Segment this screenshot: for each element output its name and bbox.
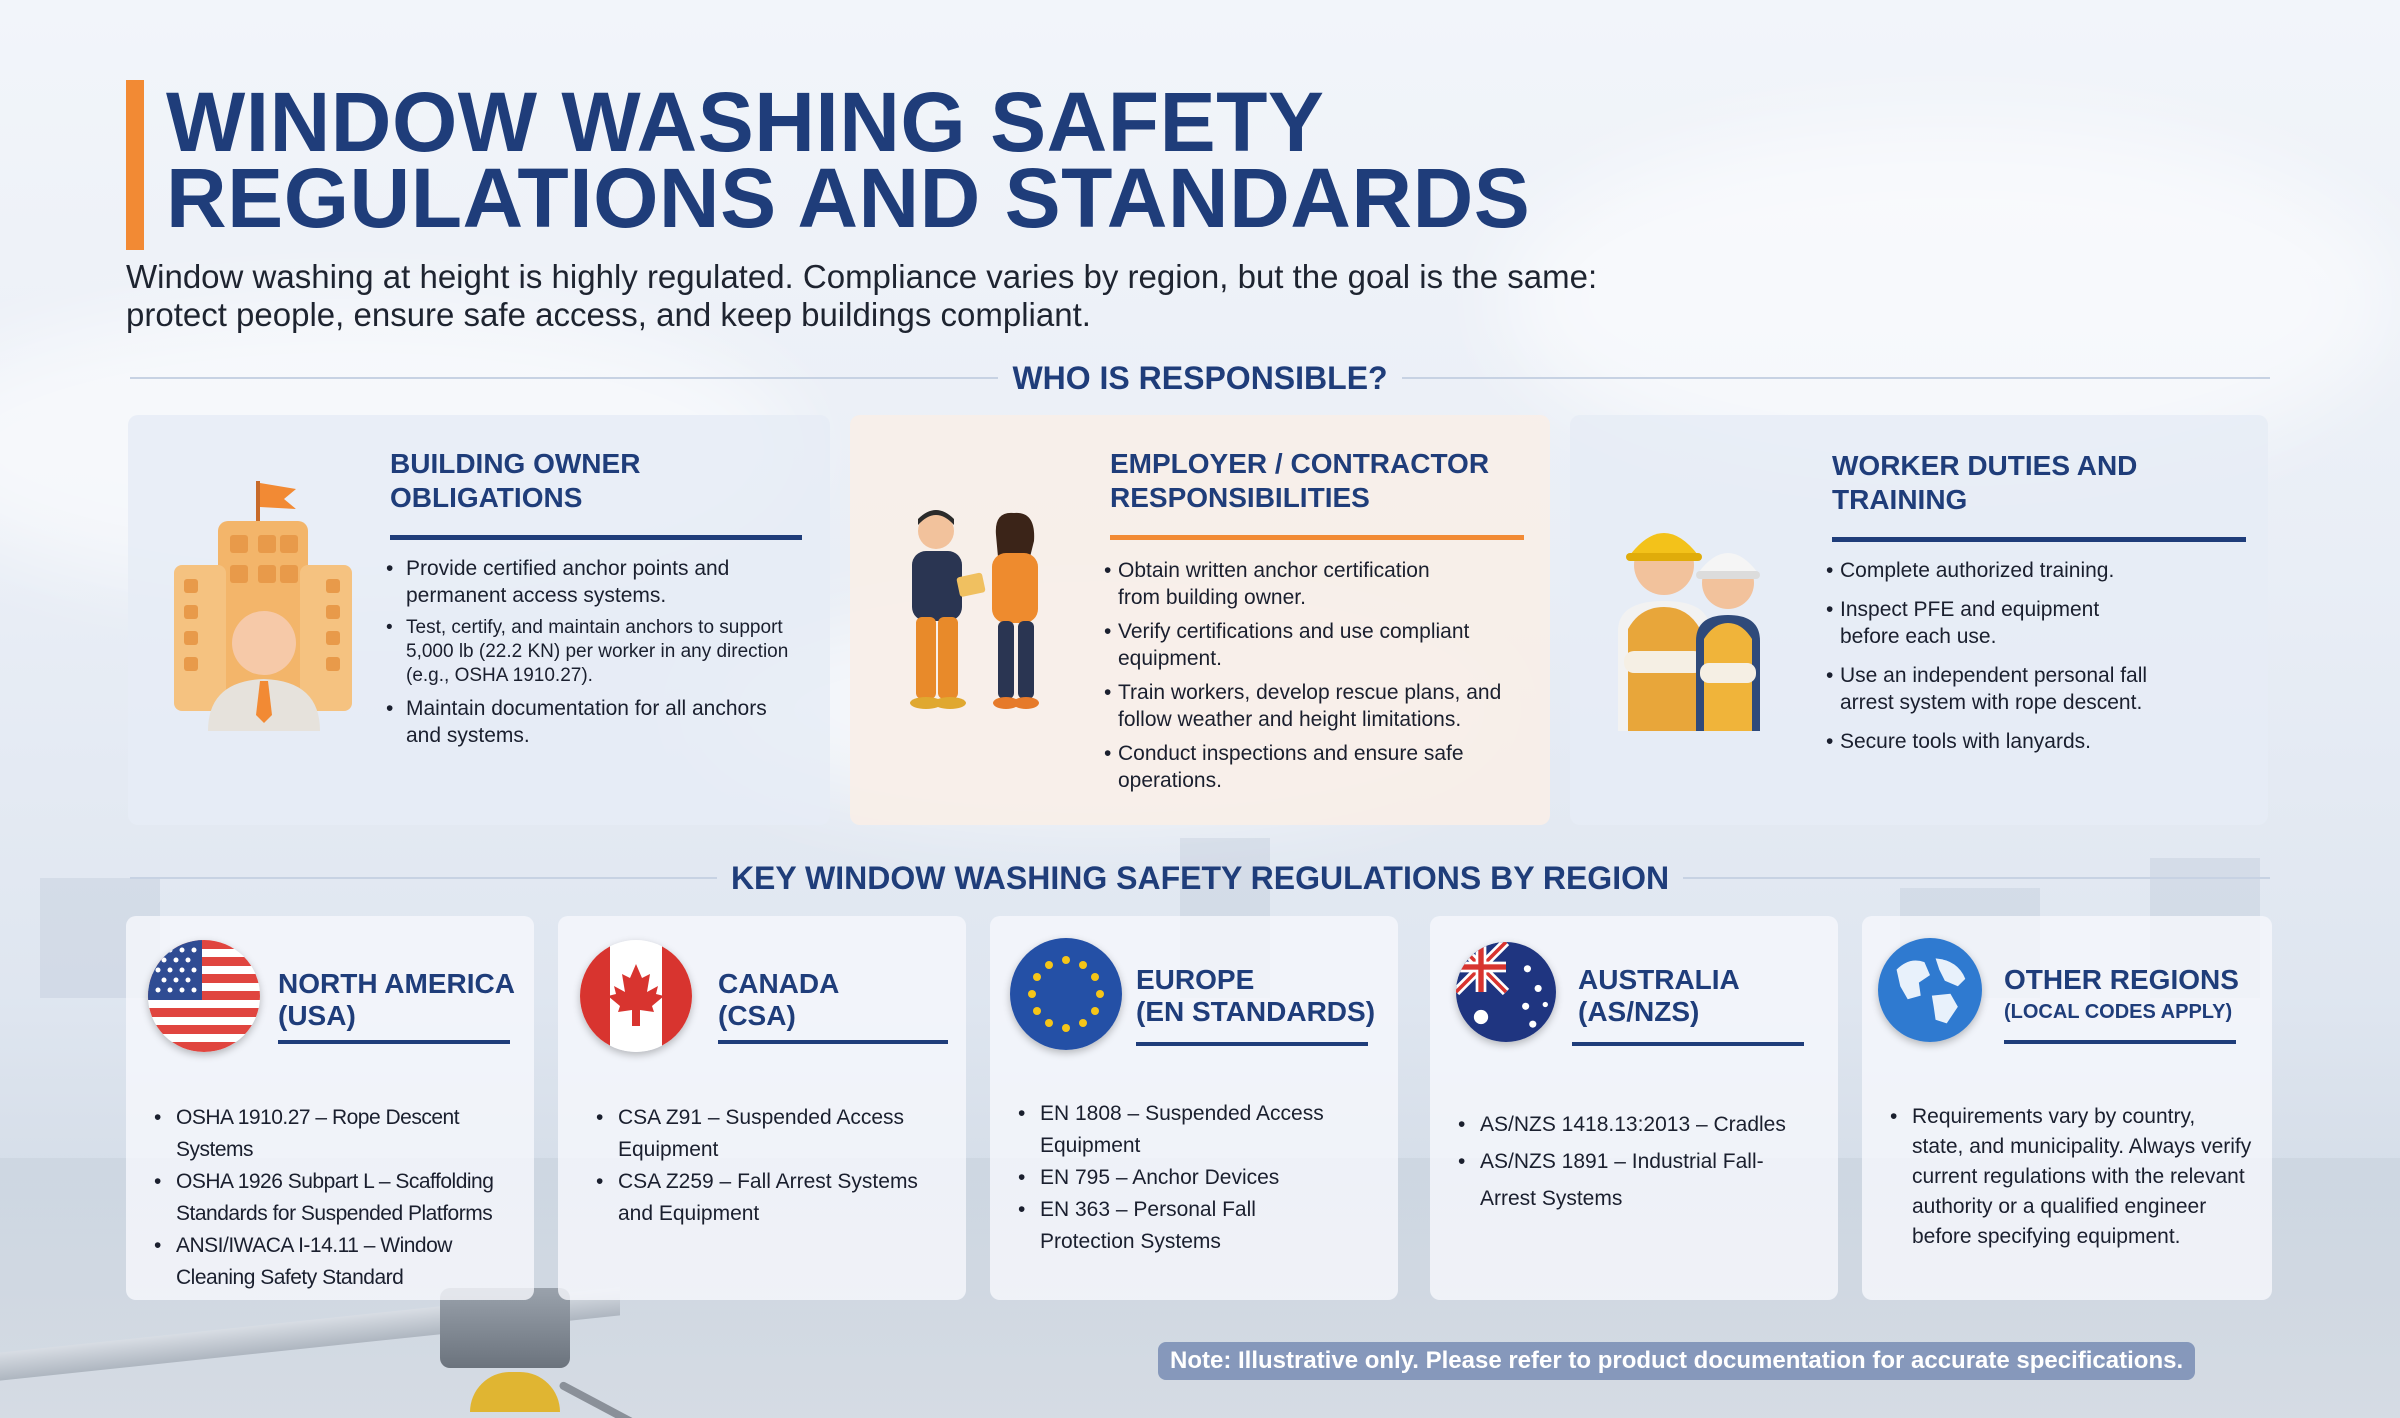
region-title-canada: [718, 968, 839, 1032]
building-owner-title-line1: BUILDING OWNER: [390, 448, 641, 479]
region-list-australia: [1450, 1106, 1820, 1217]
region-title-other-line2: (LOCAL CODES APPLY): [2004, 1001, 2233, 1023]
list-item: • ANSI/IWACA I-14.11 – Window Cleaning Safety Standard: [146, 1230, 524, 1294]
usa-flag-icon: [148, 940, 260, 1052]
employer-underline: [1110, 535, 1524, 540]
region-title-canada-line2: (CSA): [718, 1000, 796, 1031]
region-title-other-line1: OTHER REGIONS: [2004, 964, 2239, 995]
region-card-australia: [1430, 916, 1838, 1300]
region-card-canada: [558, 916, 966, 1300]
region-card-other: [1862, 916, 2272, 1300]
list-item: • Test, certify, and maintain anchors to support 5,000 lb (22.2 KN) per worker in any direction (e.g., OSHA 1910.27).: [384, 616, 804, 688]
building-owner-title-line2: OBLIGATIONS: [390, 482, 583, 513]
region-title-europe: [1136, 964, 1375, 1028]
employer-contractor-icon: [880, 505, 1070, 725]
list-item: • AS/NZS 1418.13:2013 – Cradles: [1450, 1106, 1820, 1143]
anchor-clamp-icon: [440, 1288, 570, 1368]
list-item: • EN 363 – Personal Fall Protection Systems: [1010, 1194, 1370, 1258]
globe-icon: [1878, 938, 1982, 1042]
region-underline-australia: [1572, 1042, 1804, 1046]
page-title-line1: WINDOW WASHING SAFETY: [166, 75, 1325, 169]
region-title-australia-line2: (AS/NZS): [1578, 996, 1700, 1027]
subtitle-line1: Window washing at height is highly regulated. Compliance varies by region, but the goal is the same:: [126, 258, 1598, 295]
region-underline-canada: [718, 1040, 948, 1044]
eu-flag-icon: [1010, 938, 1122, 1050]
list-item: • EN 795 – Anchor Devices: [1010, 1162, 1370, 1194]
list-item: • OSHA 1910.27 – Rope Descent Systems: [146, 1102, 524, 1166]
region-title-europe-line1: EUROPE: [1136, 964, 1255, 995]
list-item: • Maintain documentation for all anchors and systems.: [384, 695, 804, 749]
disclaimer-note: Note: Illustrative only. Please refer to product documentation for accurate specifications.: [1158, 1342, 2195, 1380]
employer-title-line2: RESPONSIBILITIES: [1110, 482, 1370, 513]
region-title-europe-line2: (EN STANDARDS): [1136, 996, 1376, 1027]
list-item: • Use an independent personal fall arrest system with rope descent.: [1824, 662, 2224, 716]
building-owner-icon: [168, 475, 358, 735]
list-item: • Complete authorized training.: [1824, 557, 2224, 584]
regions-heading-text: KEY WINDOW WASHING SAFETY REGULATIONS BY REGION: [730, 859, 1670, 896]
region-list-other: [1882, 1102, 2252, 1252]
region-title-other: [2004, 964, 2239, 1028]
employer-card: [850, 415, 1550, 825]
region-card-europe: [990, 916, 1398, 1300]
list-item: • Conduct inspections and ensure safe operations.: [1102, 740, 1532, 794]
worker-title: [1832, 449, 2137, 517]
list-item: • Verify certifications and use compliant equipment.: [1102, 618, 1532, 672]
canada-flag-icon: [580, 940, 692, 1052]
region-list-europe: [1010, 1098, 1370, 1258]
region-title-usa: [278, 968, 515, 1032]
list-item: • EN 1808 – Suspended Access Equipment: [1010, 1098, 1370, 1162]
list-item: • AS/NZS 1891 – Industrial Fall-Arrest Systems: [1450, 1143, 1820, 1217]
list-item: • Obtain written anchor certification from building owner.: [1102, 557, 1532, 611]
list-item: • Provide certified anchor points and permanent access systems.: [384, 555, 804, 609]
responsible-heading-text: WHO IS RESPONSIBLE?: [1012, 359, 1388, 396]
list-item: • Requirements vary by country, state, and municipality. Always verify current regulations with the relevant authority or a qualified engineer before specifying equipment.: [1882, 1102, 2252, 1252]
worker-title-line1: WORKER DUTIES AND: [1832, 450, 2138, 481]
worker-list: [1824, 557, 2224, 762]
region-title-australia: [1578, 964, 1740, 1028]
region-underline-other: [2004, 1040, 2236, 1044]
employer-title-line1: EMPLOYER / CONTRACTOR: [1110, 448, 1490, 479]
region-list-canada: [588, 1102, 948, 1230]
region-card-usa: [126, 916, 534, 1300]
employer-title: [1110, 447, 1489, 515]
worker-title-line2: TRAINING: [1832, 484, 1968, 515]
list-item: • Inspect PFE and equipment before each use.: [1824, 596, 2224, 650]
building-owner-title: [390, 447, 640, 515]
employer-list: [1102, 557, 1532, 801]
title-accent-bar: [126, 80, 144, 250]
region-title-usa-line1: NORTH AMERICA: [278, 968, 515, 999]
page-title: [166, 75, 1531, 245]
building-owner-list: [384, 555, 804, 756]
responsible-section-heading: [130, 358, 2270, 398]
page-title-line2: REGULATIONS AND STANDARDS: [166, 151, 1531, 245]
region-underline-usa: [278, 1040, 510, 1044]
region-list-usa: [146, 1102, 524, 1294]
building-owner-card: [128, 415, 830, 825]
region-title-australia-line1: AUSTRALIA: [1578, 964, 1740, 995]
worker-card: [1570, 415, 2268, 825]
page-subtitle: [126, 258, 1726, 334]
regions-section-heading: [130, 858, 2270, 898]
building-owner-underline: [390, 535, 802, 540]
worker-underline: [1832, 537, 2246, 542]
list-item: • OSHA 1926 Subpart L – Scaffolding Standards for Suspended Platforms: [146, 1166, 524, 1230]
region-title-canada-line1: CANADA: [718, 968, 840, 999]
list-item: • CSA Z259 – Fall Arrest Systems and Equipment: [588, 1166, 948, 1230]
subtitle-line2: protect people, ensure safe access, and keep buildings compliant.: [126, 296, 1091, 333]
region-title-usa-line2: (USA): [278, 1000, 356, 1031]
australia-flag-icon: [1456, 942, 1556, 1042]
list-item: • Train workers, develop rescue plans, and follow weather and height limitations.: [1102, 679, 1532, 733]
list-item: • Secure tools with lanyards.: [1824, 728, 2224, 755]
workers-icon: [1600, 511, 1790, 731]
region-underline-europe: [1136, 1042, 1368, 1046]
list-item: • CSA Z91 – Suspended Access Equipment: [588, 1102, 948, 1166]
